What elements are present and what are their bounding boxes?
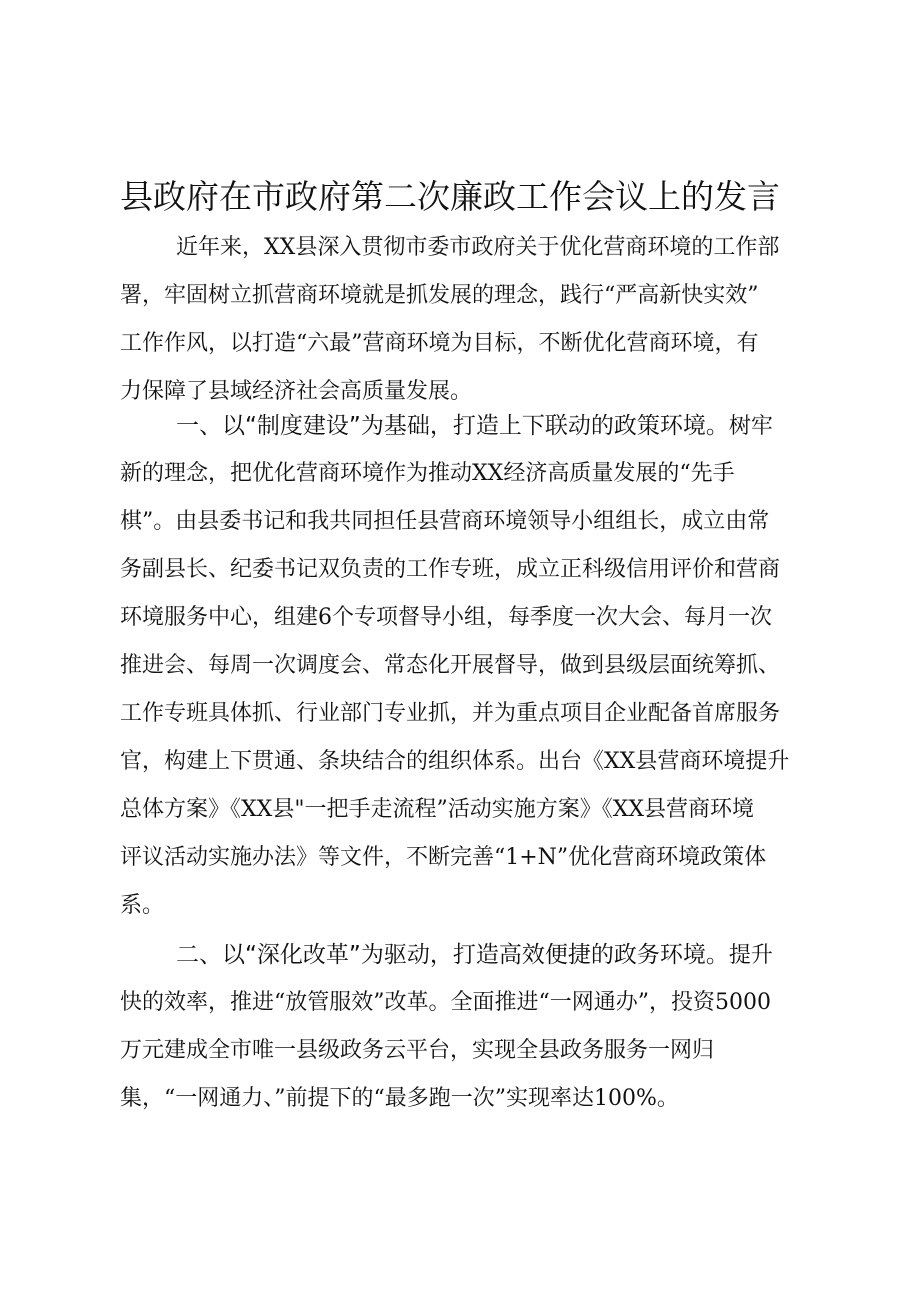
document-title: 县政府在市政府第二次廉政工作会议上的发言	[120, 177, 780, 216]
section-2-first-line	[120, 931, 810, 979]
paragraph-line: 集，“一网通力、”前提下的“最多跑一次”实现率达100%。	[120, 1086, 679, 1111]
paragraph-line: 万元建成全市唯一县级政务云平台，实现全县政务服务一网归	[120, 1038, 715, 1063]
section-2-heading: 二、以“深化改革”为驱动，打造高效便捷的政务环境。	[176, 942, 729, 968]
paragraph-line: 力保障了县域经济社会高质量发展。	[120, 379, 473, 404]
section-1-first-line	[120, 402, 810, 450]
paragraph-line: 推进会、每周一次调度会、常态化开展督导，做到县级层面统筹抓、	[120, 653, 781, 678]
paragraph-line: 工作专班具体抓、行业部门专业抓，并为重点项目企业配备首席服务	[120, 701, 781, 726]
paragraph-text: 提升	[728, 943, 773, 968]
paragraph-line: 署，牢固树立抓营商环境就是抓发展的理念，践行“严高新快实效”	[120, 283, 759, 308]
paragraph-line: 新的理念，把优化营商环境作为推动XX经济高质量发展的“先手	[120, 461, 735, 486]
paragraph-line: 系。	[120, 893, 165, 918]
paragraph-text: 树牢	[728, 414, 773, 439]
paragraph-line: 官，构建上下贯通、条块结合的组织体系。出台《XX县营商环境提升	[120, 749, 790, 774]
paragraph-line: 环境服务中心，组建6个专项督导小组，每季度一次大会、每月一次	[120, 605, 772, 630]
paragraph-line: 工作作风，以打造“六最”营商环境为目标，不断优化营商环境，有	[120, 331, 759, 356]
section-1-paragraph	[120, 402, 810, 930]
section-1-heading: 一、以“制度建设”为基础，打造上下联动的政策环境。	[176, 413, 729, 439]
paragraph-line: 快的效率，推进“放管服效”改革。全面推进“一网通办”，投资5000	[120, 990, 771, 1015]
paragraph-line: 评议活动实施办法》等文件，不断完善“1+N”优化营商环境政策体	[120, 845, 767, 870]
paragraph-line: 务副县长、纪委书记双负责的工作专班，成立正科级信用评价和营商	[120, 557, 781, 582]
paragraph-line: 近年来，XX县深入贯彻市委市政府关于优化营商环境的工作部	[176, 235, 780, 260]
intro-paragraph	[120, 224, 810, 416]
section-2-paragraph	[120, 931, 810, 1123]
paragraph-line: 棋”。由县委书记和我共同担任县营商环境领导小组组长，成立由常	[120, 509, 770, 534]
paragraph-line: 总体方案》《XX县"一把手走流程”活动实施方案》《XX县营商环境	[120, 797, 755, 822]
